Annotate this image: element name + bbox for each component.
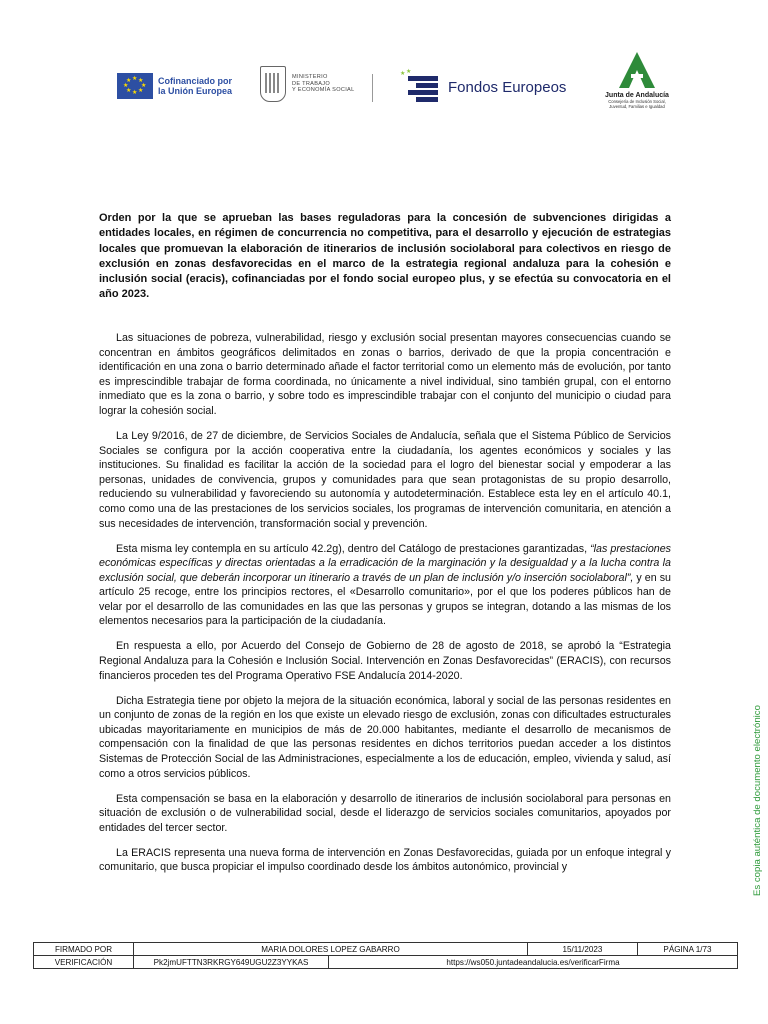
logo-divider	[372, 74, 373, 102]
eu-flag-icon: ★ ★ ★ ★ ★ ★ ★ ★	[117, 73, 153, 99]
signed-by-label: FIRMADO POR	[34, 943, 134, 956]
header-logos	[0, 44, 768, 114]
ministry-logo	[260, 66, 355, 102]
paragraph-4: En respuesta a ello, por Acuerdo del Consejo de Gobierno de 28 de agosto de 2018, se aprobó la “Estrategia Regional Andaluza para la Cohesión e Inclusión Social. Intervención en Zonas Desfavorecidas” (ERACIS), con recursos financieros proceden tes del Programa Operativo FSE Andalucía 2014-2020.	[99, 640, 671, 682]
signature-table	[33, 942, 738, 969]
paragraph-2: La Ley 9/2016, de 27 de diciembre, de Servicios Sociales de Andalucía, señala que el Sistema Público de Servicios Sociales se configura por la acción cooperativa entre la ciudadanía, los agentes económicos y sociales y las instituciones. Su finalidad es facilitar la acción de la sociedad para el logro del bienestar social y empoderar a las personas, unidades de convivencia, grupos y comunidades para que sean protagonistas de su propio desarrollo, reduciendo su vulnerabilidad y favoreciendo su autonomía y autodeterminación. Establece esta ley en el artículo 40.1, como como una de las prestaciones de los servicios sociales, los programas de intervención comunitaria, en atención a sus necesidades de intervención, transformación social y prevención.	[99, 429, 671, 530]
junta-andalucia-icon	[617, 50, 657, 90]
eu-text-line1: Cofinanciado por	[158, 76, 232, 86]
document-heading: Orden por la que se aprueban las bases reguladoras para la concesión de subvenciones dirigidas a entidades locales, en régimen de concurrencia no competitiva, para el desarrollo y ejecución de estrategias locales que promuevan la elaboración de itinerarios de inclusión sociolaboral para colectivos en riesgo de exclusión en zonas desfavorecidas en el marco de la estrategia regional andaluza para la cohesión e inclusión social (eracis), cofinanciadas por el fondo social europeo plus, y se efectúa su convocatoria en el año 2023.	[99, 212, 671, 301]
ministry-line3: Y ECONOMÍA SOCIAL	[292, 87, 355, 94]
junta-title: Junta de Andalucía	[605, 92, 669, 99]
paragraph-3-quote: “las prestaciones económicas específicas y directas orientadas a la erradicación de la marginación y la desigualdad y a la lucha contra la exclusión social, que deberán incorporar un itinerario a través de un plan de inclusión y/o inserción sociolaboral”,	[99, 542, 672, 584]
verification-code: Pk2jmUFTTN3RKRGY649UGU2Z3YYKAS	[134, 956, 329, 969]
signer-name: MARIA DOLORES LOPEZ GABARRO	[134, 943, 528, 956]
junta-sub1: Consejería de Inclusión Social,	[608, 99, 666, 104]
paragraph-3-start: Esta misma ley contempla en su artículo 42.2g), dentro del Catálogo de prestaciones garantizadas,	[116, 542, 591, 555]
coat-of-arms-icon	[260, 66, 286, 102]
fondos-europeos-icon: ★ ★	[400, 70, 442, 104]
ministry-line2: DE TRABAJO	[292, 80, 331, 87]
signature-row	[34, 943, 738, 956]
junta-andalucia-logo	[592, 50, 682, 109]
junta-sub2: Juventud, Familias e Igualdad	[609, 104, 665, 109]
paragraph-5: Dicha Estrategia tiene por objeto la mejora de la situación económica, laboral y social de las personas residentes en un conjunto de zonas de la región en los que existe un elevado riesgo de exclusión, zonas con dificultades estructurales ubicadas mayoritariamente en municipios de más de 20.000 habitantes, mediante el desarrollo de mecanismos de compensación con la finalidad de que las personas residentes en dichos territorios puedan acceder a los distintos Sistemas de Protección Social de las Administraciones, especialmente a los de educación, empleo, vivienda y salud, así como a otros servicios públicos.	[99, 694, 671, 780]
verification-row	[34, 956, 738, 969]
paragraph-7: La ERACIS representa una nueva forma de intervención en Zonas Desfavorecidas, guiada por un enfoque integral y comunitario, que busca propiciar el impulso coordinado desde los ámbitos autonómico, provincial y	[99, 846, 671, 874]
paragraph-3-end: y en su artículo 25 recoge, entre los principios rectores, el «Desarrollo comunitario», por el que los poderes públicos han de velar por el desarrollo de las comunidades en las que las personas y grupos se integran, dotando a las mismas de los elementos necesarios para la participación de la ciudadanía.	[99, 571, 671, 628]
paragraph-3	[99, 542, 671, 630]
eu-text-line2: la Unión Europea	[158, 86, 233, 96]
authentic-copy-note: Es copia auténtica de documento electrónico	[752, 705, 763, 896]
paragraph-1: Las situaciones de pobreza, vulnerabilidad, riesgo y exclusión social presentan mayores consecuencias cuando se concentran en ámbitos geográficos delimitados en zonas o barrios, derivado de que la propia concentración e identificación en una zona o barrio determinado añade el factor territorial como un elemento más de evolución, por tanto es imprescindible trabajar de forma coordinada, no únicamente a nivel individual, sino también grupal, con el entorno inmediato que es la zona o barrio, y sobre todo es imprescindible trabajar con el conjunto del municipio o ciudad para lograr la cohesión social.	[99, 332, 671, 417]
ministry-line1: MINISTERIO	[292, 74, 328, 81]
verification-url[interactable]: https://ws050.juntadeandalucia.es/verificarFirma	[329, 956, 738, 969]
fondos-europeos-text: Fondos Europeos	[448, 78, 567, 96]
page-number: PÁGINA 1/73	[638, 943, 738, 956]
verification-label: VERIFICACIÓN	[34, 956, 134, 969]
paragraph-6: Esta compensación se basa en la elaboración y desarrollo de itinerarios de inclusión sociolaboral para personas en situación de exclusión o de vulnerabilidad social, desde el liderazgo de servicios sociales comunitarios, apoyados por entidades del tercer sector.	[99, 792, 671, 834]
fondos-europeos-logo	[400, 70, 566, 104]
signature-date: 15/11/2023	[528, 943, 638, 956]
eu-cofinancing-logo	[117, 73, 232, 99]
document-body	[99, 331, 671, 885]
